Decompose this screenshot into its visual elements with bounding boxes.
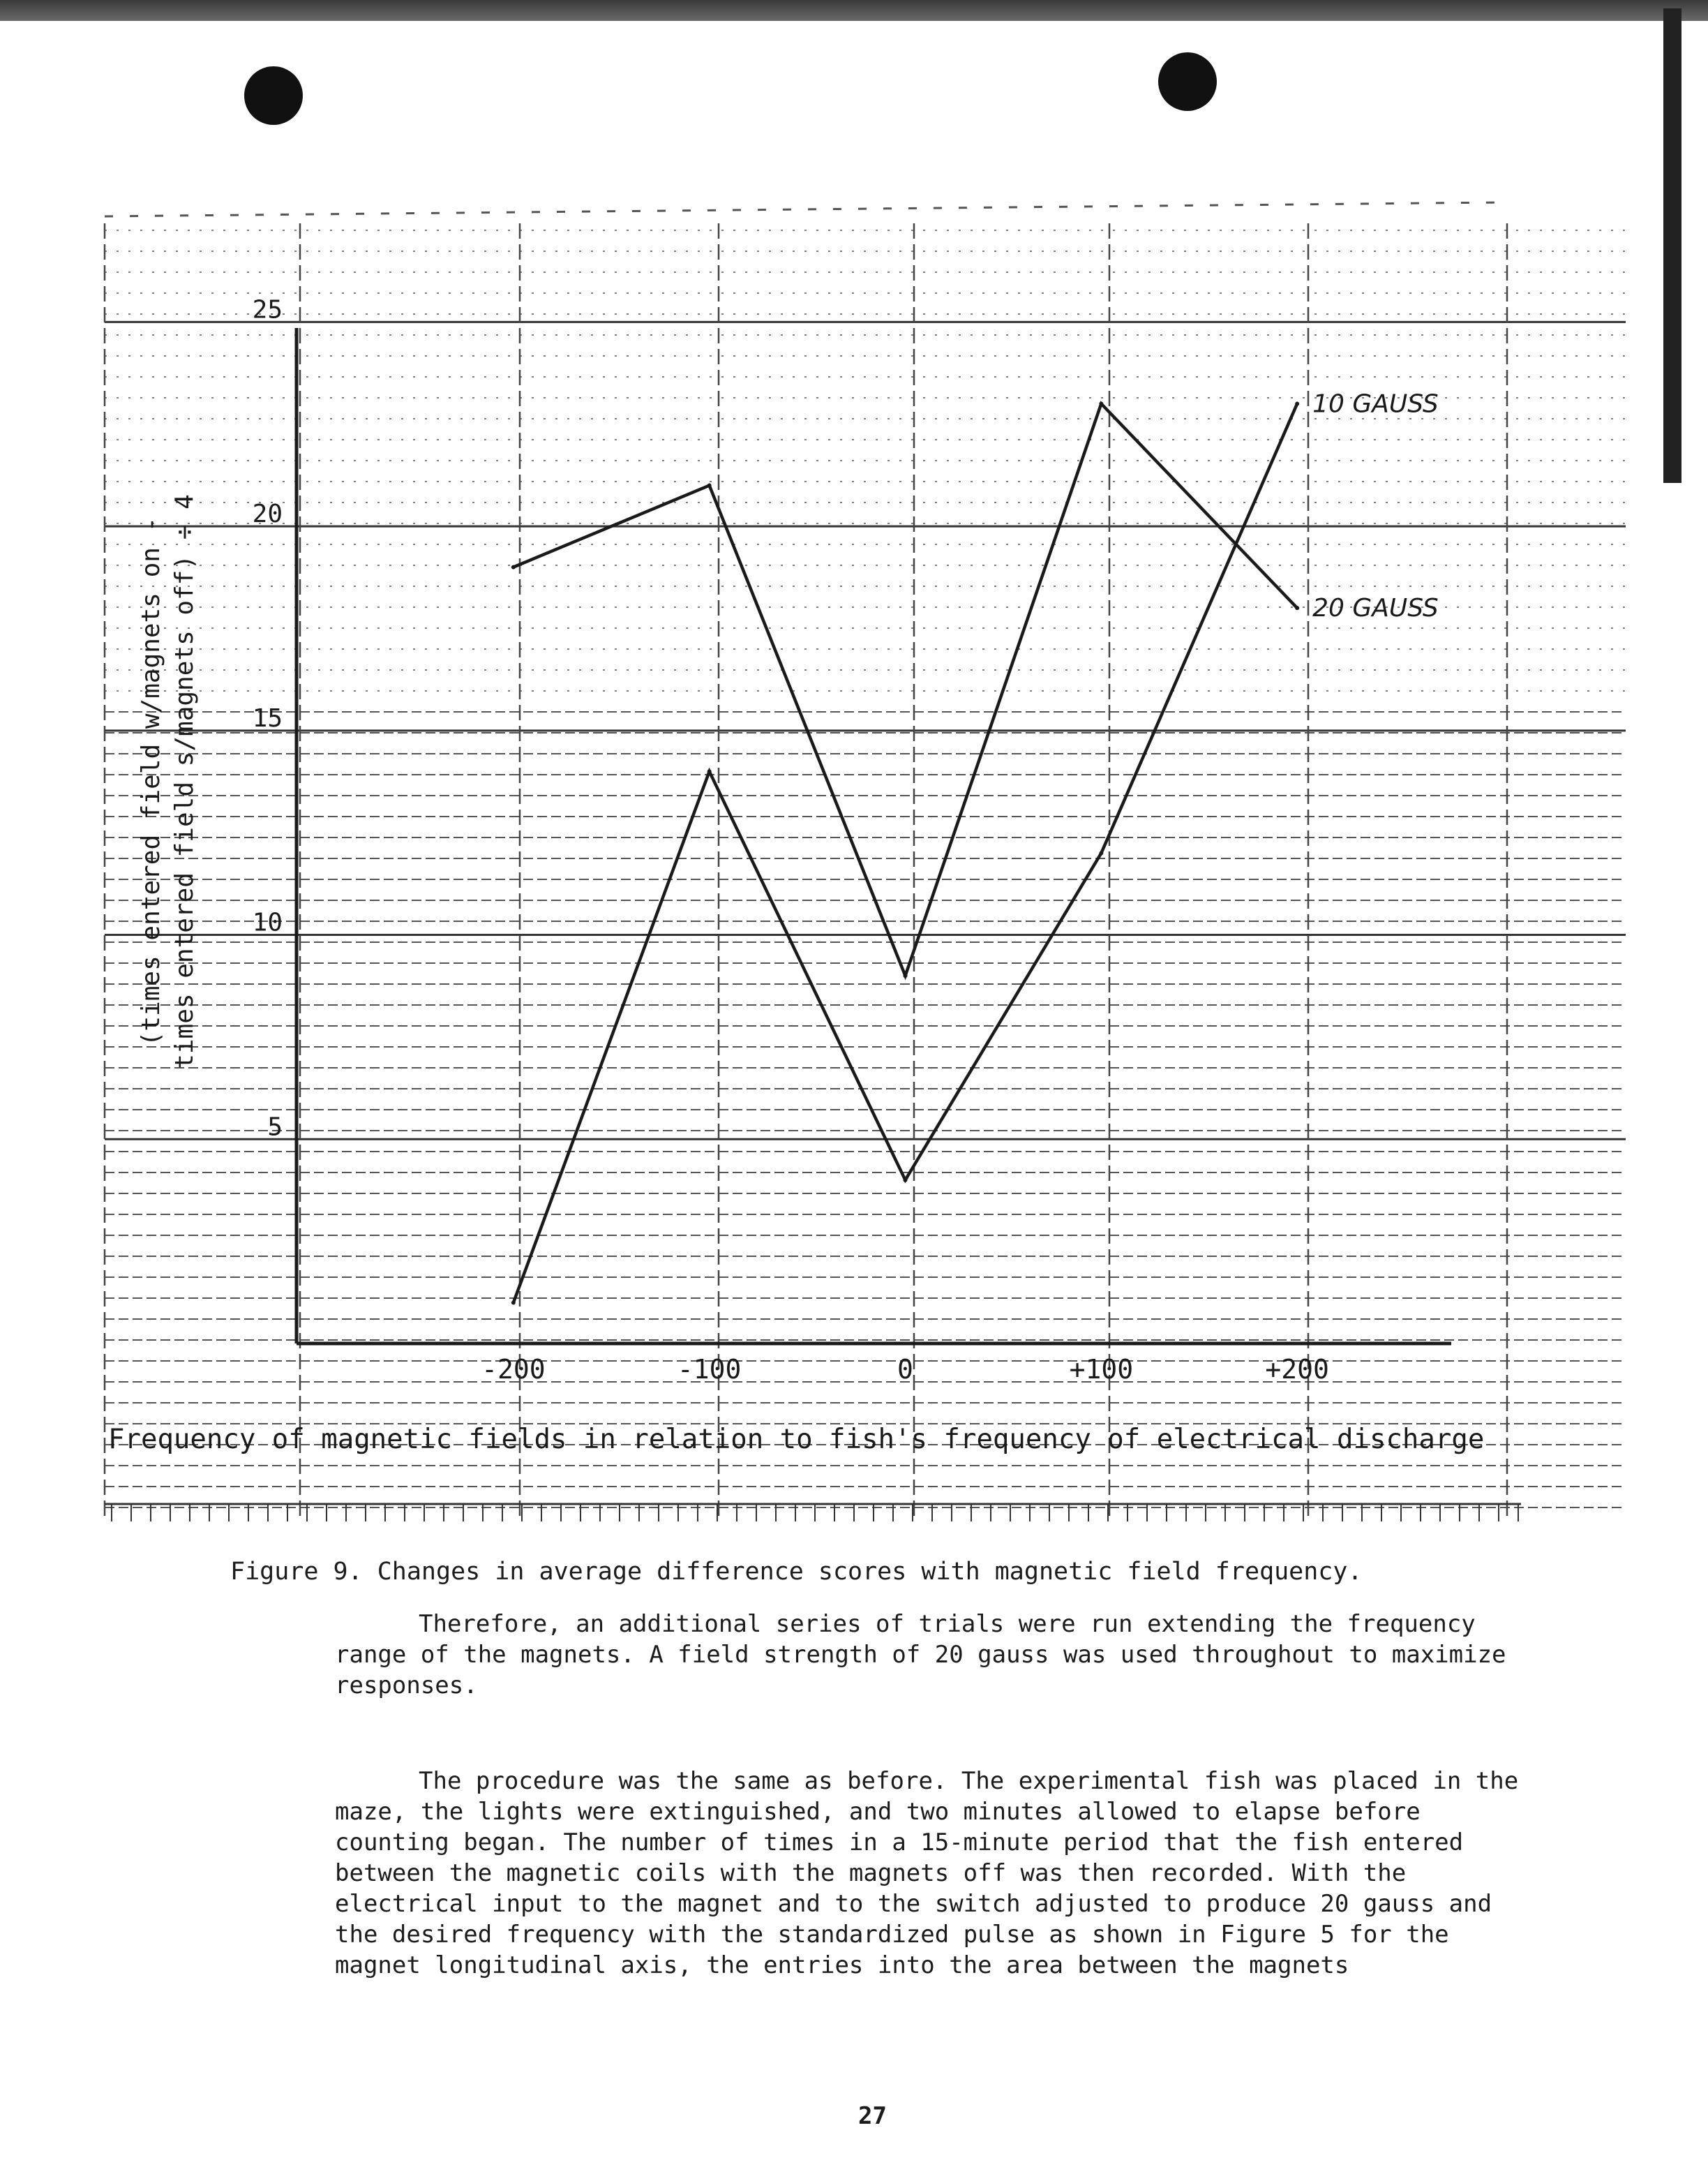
y-tick-label: 25 xyxy=(252,295,283,325)
y-tick-label: 10 xyxy=(252,908,283,937)
series-label: 20 GAUSS xyxy=(1312,594,1439,623)
x-tick-label: +200 xyxy=(1265,1354,1329,1385)
data-point xyxy=(1295,606,1299,610)
data-point xyxy=(511,1300,516,1304)
y-axis-title-line: times entered field s/magnets off) ÷ 4 xyxy=(170,494,199,1069)
x-tick-label: -100 xyxy=(677,1354,742,1385)
series-line xyxy=(514,403,1297,976)
data-point xyxy=(707,484,712,488)
chart-series xyxy=(511,401,1299,1304)
x-axis-title: Frequency of magnetic fields in relation to fish's frequency of electrical discharge xyxy=(108,1424,1485,1455)
data-point xyxy=(1099,401,1103,405)
data-point xyxy=(707,769,712,773)
data-point xyxy=(904,1178,908,1182)
y-tick-label: 15 xyxy=(252,703,283,733)
chart-axes xyxy=(297,328,1451,1343)
chart-top-border xyxy=(105,202,1500,216)
data-point xyxy=(511,565,516,569)
series-line xyxy=(514,403,1297,1302)
paragraph-2-text: The procedure was the same as before. The experimental fish was placed in the maze, the lights were extinguished, and two minutes allowed to elapse before counting began. The number of times in a 15-minute period that the fish entered between the magnetic coils with the magnets off was then recorded. With the electrical input to the magnet and to the switch adjusted to produce 20 gauss and the desired frequency with the standardized pulse as shown in Figure 5 for the magnet longitudinal axis, the entries into the area between the magnets xyxy=(335,1767,1519,1979)
x-tick-label: +100 xyxy=(1069,1354,1134,1385)
body-paragraph-1 xyxy=(335,1609,1521,1701)
y-tick-label: 5 xyxy=(267,1112,283,1142)
figure-caption: Figure 9. Changes in average difference scores with magnetic field frequency. xyxy=(230,1558,1363,1586)
data-point xyxy=(1099,851,1103,855)
x-tick-label: 0 xyxy=(897,1354,913,1385)
page-number: 27 xyxy=(858,2102,887,2130)
data-point xyxy=(904,974,908,978)
y-tick-label: 20 xyxy=(252,500,283,529)
chart-labels xyxy=(108,295,1484,1455)
x-tick-label: -200 xyxy=(481,1354,546,1385)
paragraph-1-text: Therefore, an additional series of trials were run extending the frequency range of the magnets. A field strength of 20 gauss was used throughout to maximize responses. xyxy=(335,1610,1506,1699)
y-axis-title-line: (times entered field w/magnets on - xyxy=(137,516,165,1047)
body-paragraph-2 xyxy=(335,1766,1521,1981)
series-label: 10 GAUSS xyxy=(1312,389,1439,419)
data-point xyxy=(1295,401,1299,405)
